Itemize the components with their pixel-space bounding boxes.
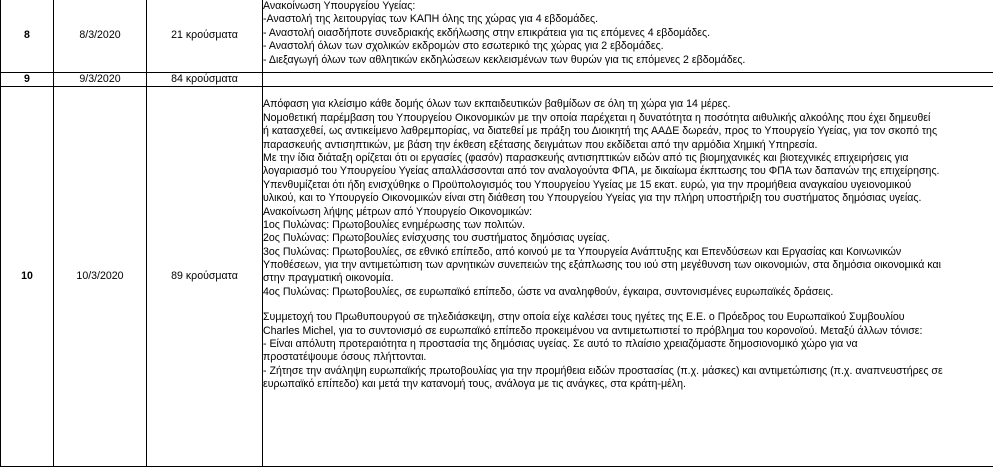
description-line: 3ος Πυλώνας: Πρωτοβουλίες, σε εθνικό επίπεδο, από κοινού με τα Υπουργεία Ανάπτυξης και Επενδύσεων και Εργασίας και Κοινωνικών: [263, 246, 993, 259]
row-date: 9/3/2020: [54, 73, 147, 87]
description-line: - Ζήτησε την ανάληψη ευρωπαϊκής πρωτοβουλίας για την προμήθεια ειδών προστασίας (π.χ. μάσκες) και αντιμετώπισης (π.χ. αναπνευστήρες σε: [263, 365, 993, 378]
description-line: Συμμετοχή του Πρωθυπουργού σε τηλεδιάσκεψη, στην οποία είχε καλέσει τους ηγέτες της Ε.Ε. ο Πρόεδρος του Ευρωπαϊκού Συμβουλίου: [263, 311, 993, 324]
row-cases: 21 κρούσματα: [147, 0, 263, 73]
description-line: 1ος Πυλώνας: Πρωτοβουλίες ενημέρωσης των πολιτών.: [263, 219, 993, 232]
row-cases: 84 κρούσματα: [147, 73, 263, 87]
description-line: Με την ίδια διάταξη ορίζεται ότι οι εργασίες (φασόν) παρασκευής αντισηπτικών ειδών από τις βιομηχανικές και βιοτεχνικές επιχειρήσεις για: [263, 152, 993, 165]
description-line: προστατέψουμε όσους πλήττονται.: [263, 351, 993, 364]
description-line: στην πραγματική οικονομία.: [263, 272, 993, 285]
description-line: Υποθέσεων, για την αντιμετώπιση των αρνητικών συνεπειών της εξάπλωσης του ιού στη μεγέθυνση των οικονομιών, στα δημόσια οικονομικά και: [263, 259, 993, 272]
description-line: παρασκευής αντισηπτικών, με βάση την έκθεση εξέτασης δειγμάτων που εκδίδεται από την αρμόδια Χημική Υπηρεσία.: [263, 139, 993, 152]
row-description: [263, 73, 993, 87]
description-line: Ανακοίνωση λήψης μέτρων από Υπουργείο Οικονομικών:: [263, 206, 993, 219]
description-line: - Αναστολή όλων των σχολικών εκδρομών στο εσωτερικό της χώρας για 2 εβδομάδες.: [263, 40, 993, 53]
description-line: - Είναι απόλυτη προτεραιότητα η προστασία της δημόσιας υγείας. Σε αυτό το πλαίσιο χρειαζόμαστε δημοσιονομικό χώρο για να: [263, 338, 993, 351]
description-line: Νομοθετική παρέμβαση του Υπουργείου Οικονομικών με την οποία παρέχεται η δυνατότητα η ποσότητα αιθυλικής αλκοόλης που έχει δημευθεί: [263, 112, 993, 125]
row-number: 10: [1, 87, 54, 467]
description-line: -Αναστολή της λειτουργίας των ΚΑΠΗ όλης της χώρας για 4 εβδομάδες.: [263, 13, 993, 26]
table-row: [1, 0, 993, 73]
description-line: ή κατασχεθεί, ως αντικείμενο λαθρεμπορίας, να διατεθεί με πράξη του Διοικητή της ΑΑΔΕ δωρεάν, προς το Υπουργείο Υγείας, για τον σκοπό της: [263, 125, 993, 138]
description-line: ευρωπαϊκό επίπεδο) και μετά την κατανομή τους, ανάλογα με τις ανάγκες, στα κράτη-μέλη.: [263, 378, 993, 391]
description-line: - Αναστολή οιασδήποτε συνεδριακής εκδήλωσης στην επικράτεια για τις επόμενες 4 εβδομάδες.: [263, 27, 993, 40]
description-line: 2ος Πυλώνας: Πρωτοβουλίες ενίσχυσης του συστήματος δημόσιας υγείας.: [263, 232, 993, 245]
description-line: Απόφαση για κλείσιμο κάθε δομής όλων των εκπαιδευτικών βαθμίδων σε όλη τη χώρα για 14 μέρες.: [263, 98, 993, 111]
row-date: 8/3/2020: [54, 0, 147, 73]
row-number: 8: [1, 0, 54, 73]
description-line: Charles Michel, για το συντονισμό σε ευρωπαϊκό επίπεδο προκειμένου να αντιμετωπιστεί το πρόβλημα του κορονοϊού. Μεταξύ άλλων τόνισε:: [263, 325, 993, 338]
description-line: Υπενθυμίζεται ότι ήδη ενισχύθηκε ο Προϋπολογισμός του Υπουργείου Υγείας με 15 εκατ. ευρώ, για την προμήθεια αναγκαίου υγειονομικού: [263, 179, 993, 192]
row-cases: 89 κρούσματα: [147, 87, 263, 467]
row-description: [263, 87, 993, 467]
row-number: 9: [1, 73, 54, 87]
row-date: 10/3/2020: [54, 87, 147, 467]
description-line: υλικού, και το Υπουργείο Οικονομικών είναι στη διάθεση του Υπουργείου Υγείας για την πλήρη υποστήριξη του συστήματος δημόσιας υγείας.: [263, 192, 993, 205]
description-line: - Διεξαγωγή όλων των αθλητικών εκδηλώσεων κεκλεισμένων των θυρών για τις επόμενες 2 εβδομάδες.: [263, 54, 993, 67]
description-line: λογαριασμό του Υπουργείου Υγείας απαλλάσσονται από τον αναλογούντα ΦΠΑ, με δικαίωμα έκπτωσης του ΦΠΑ των δαπανών της επιχείρησης.: [263, 165, 993, 178]
description-line: Ανακοίνωση Υπουργείου Υγείας:: [263, 0, 993, 13]
row-description: [263, 0, 993, 73]
description-line: 4ος Πυλώνας: Πρωτοβουλίες, σε ευρωπαϊκό επίπεδο, ώστε να αναληφθούν, έγκαιρα, συντονισμένες ευρωπαϊκές δράσεις.: [263, 286, 993, 299]
table-row: [1, 87, 993, 467]
table-row: [1, 73, 993, 87]
